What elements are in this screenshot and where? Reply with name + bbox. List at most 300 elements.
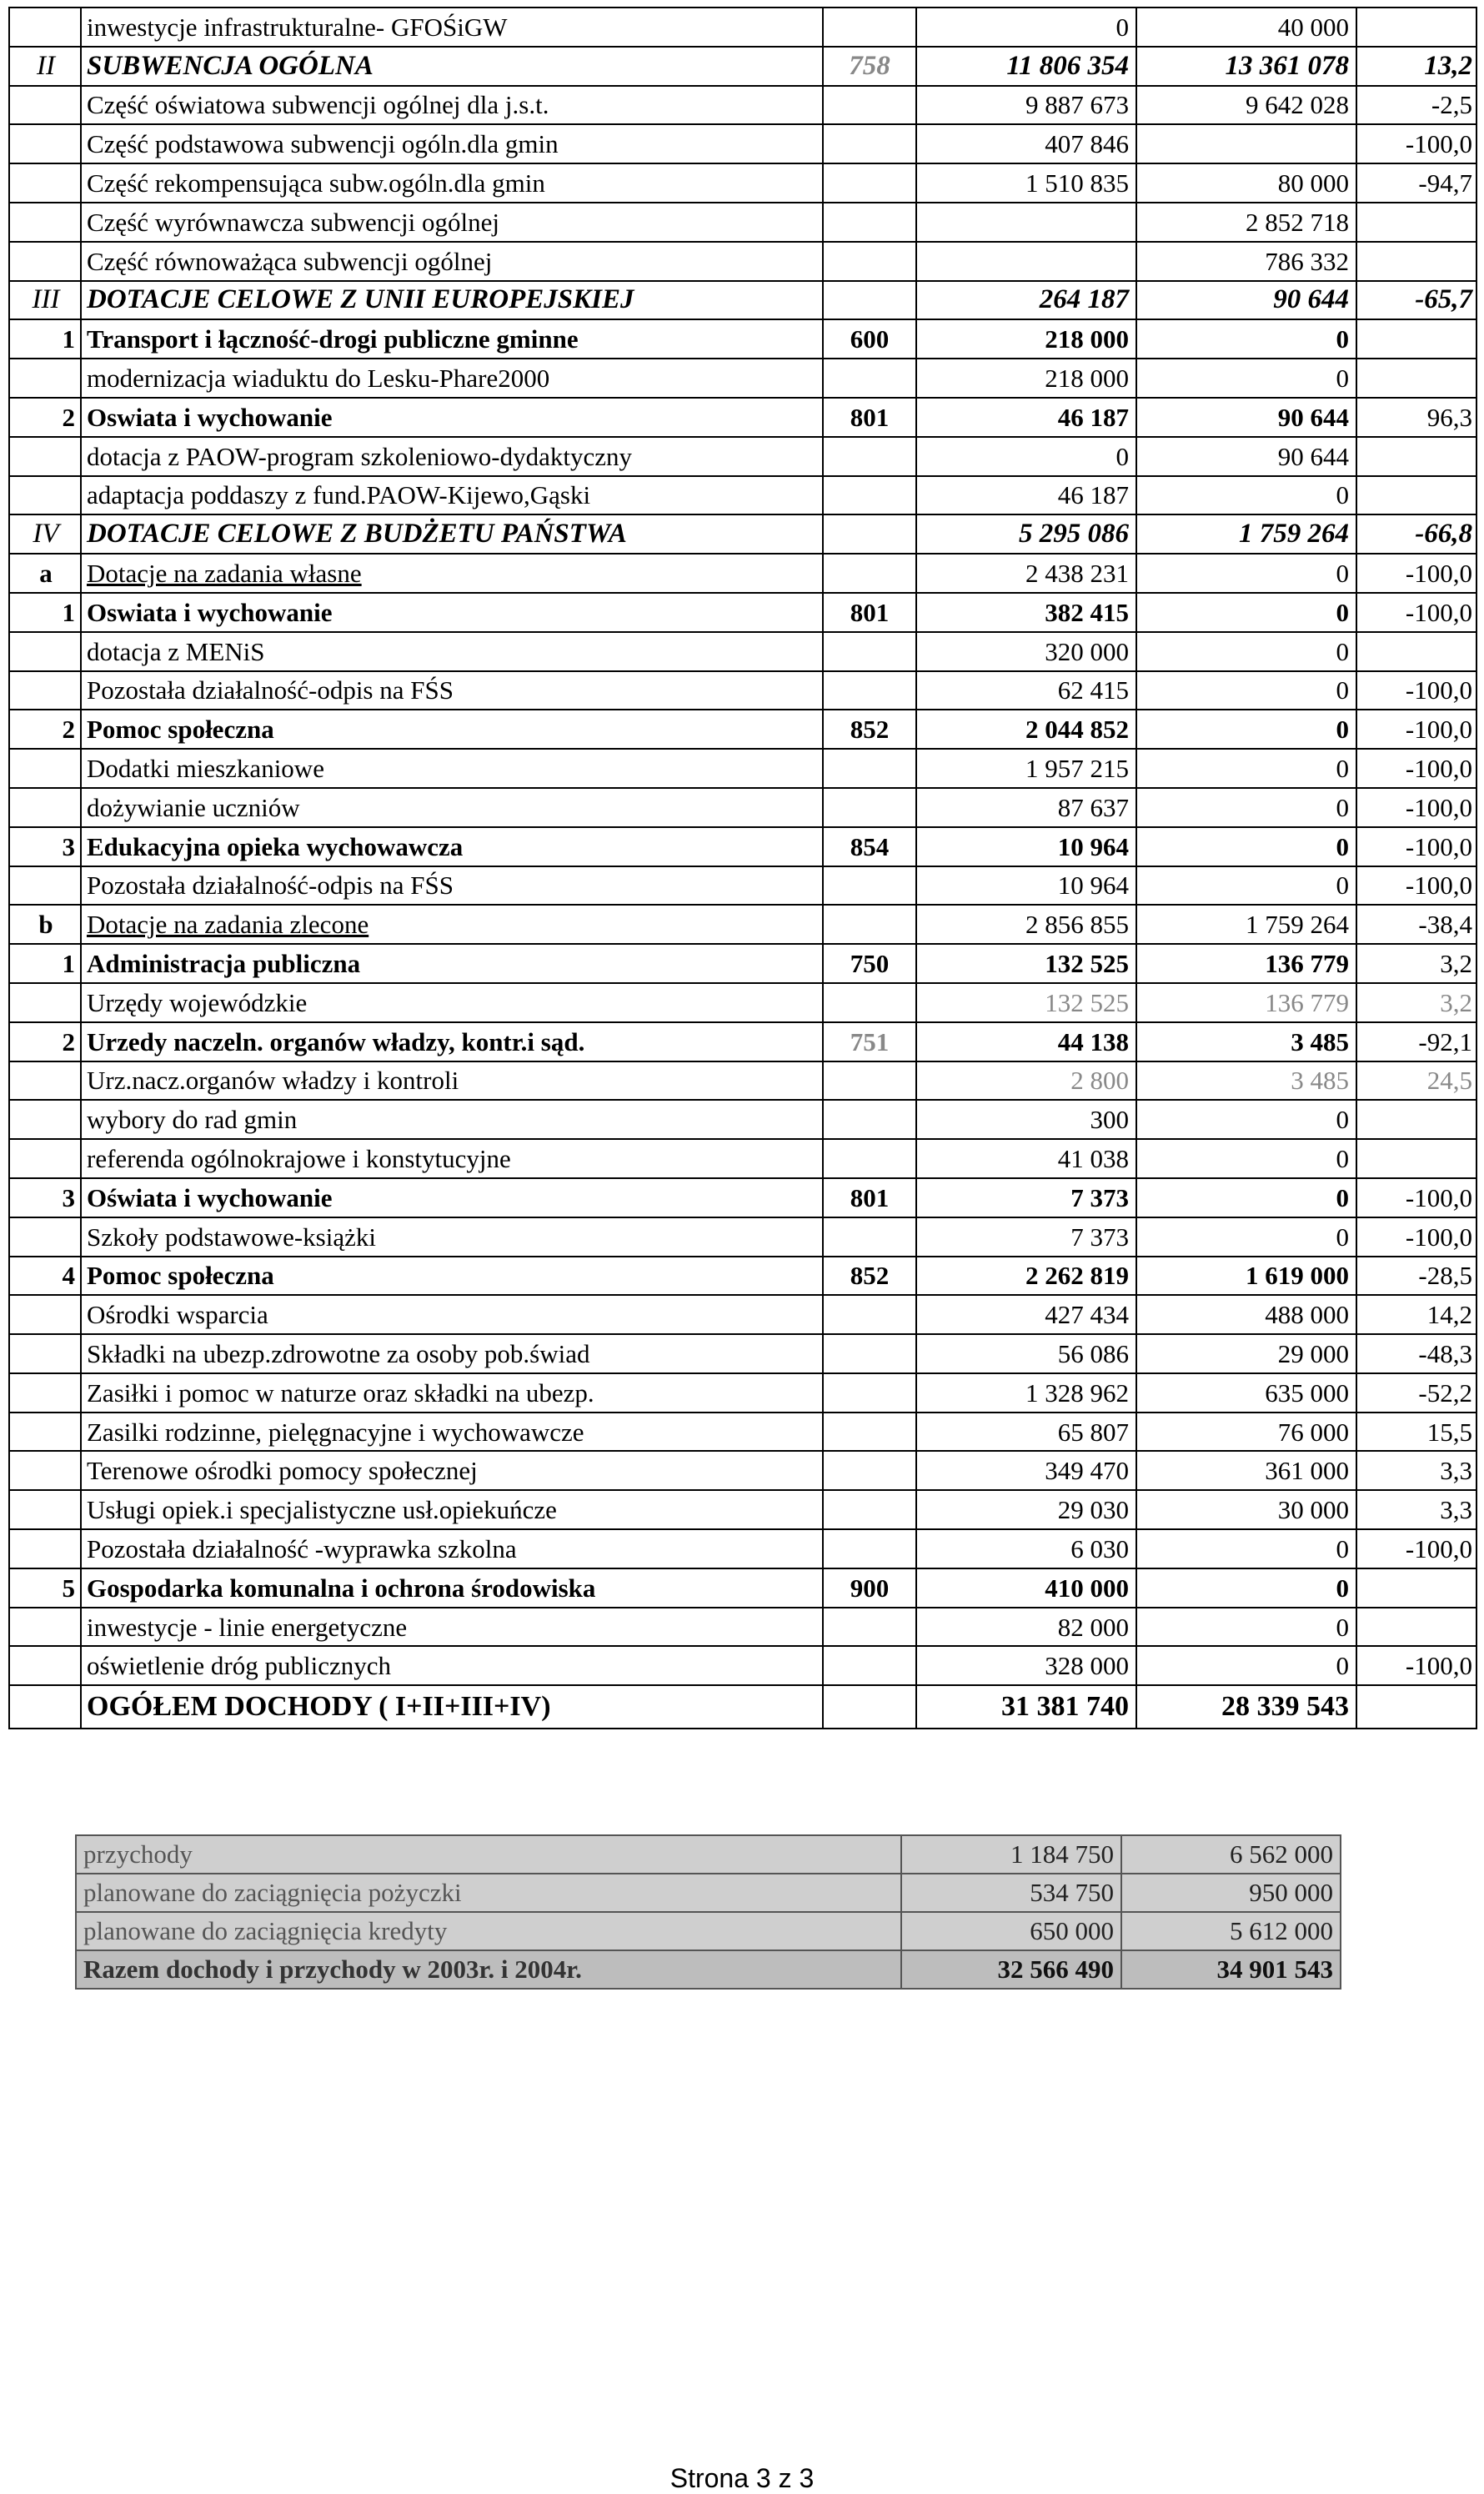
change-percent <box>1356 1100 1476 1139</box>
section-code <box>823 359 916 398</box>
change-percent: -38,4 <box>1356 905 1476 944</box>
section-code <box>823 749 916 788</box>
row-number: 5 <box>9 1568 81 1608</box>
value-2003: 87 637 <box>916 788 1136 827</box>
value-2004: 0 <box>1136 827 1356 866</box>
summary-total-row <box>76 1950 1341 1989</box>
table-row <box>9 1217 1476 1257</box>
row-number <box>9 1373 81 1413</box>
value-2003: 31 381 740 <box>916 1685 1136 1729</box>
revenue-summary-body <box>76 1835 1341 1989</box>
section-code <box>823 671 916 710</box>
summary-row <box>76 1835 1341 1874</box>
row-label: Pozostała działalność -wyprawka szkolna <box>81 1529 823 1568</box>
value-2003: 9 887 673 <box>916 86 1136 125</box>
value-2004: 1 619 000 <box>1136 1257 1356 1296</box>
value-2004: 90 644 <box>1136 398 1356 437</box>
value-2003: 5 295 086 <box>916 514 1136 554</box>
section-code: 600 <box>823 319 916 359</box>
value-2003: 349 470 <box>916 1451 1136 1490</box>
row-number <box>9 1646 81 1685</box>
row-label: Oświata i wychowanie <box>81 1178 823 1217</box>
row-number <box>9 242 81 281</box>
value-2003: 82 000 <box>916 1608 1136 1647</box>
change-percent <box>1356 476 1476 515</box>
value-2003: 1 957 215 <box>916 749 1136 788</box>
section-code: 900 <box>823 1568 916 1608</box>
value-2003: 11 806 354 <box>916 47 1136 86</box>
change-percent: 3,2 <box>1356 944 1476 983</box>
value-2003: 2 800 <box>916 1061 1136 1101</box>
row-label: Składki na ubezp.zdrowotne za osoby pob.świad <box>81 1334 823 1373</box>
table-row <box>9 1295 1476 1334</box>
section-code <box>823 1413 916 1452</box>
table-row <box>9 1490 1476 1529</box>
row-number <box>9 437 81 476</box>
row-label: referenda ogólnokrajowe i konstytucyjne <box>81 1139 823 1178</box>
value-2004: 0 <box>1136 359 1356 398</box>
value-2004: 0 <box>1136 1608 1356 1647</box>
value-2004: 950 000 <box>1121 1874 1341 1912</box>
table-row <box>9 788 1476 827</box>
table-row <box>9 1100 1476 1139</box>
table-row <box>9 1608 1476 1647</box>
row-label: Urzedy naczeln. organów władzy, kontr.i sąd. <box>81 1022 823 1061</box>
change-percent: 96,3 <box>1356 398 1476 437</box>
row-number <box>9 1490 81 1529</box>
value-2004: 0 <box>1136 1529 1356 1568</box>
table-row <box>9 1139 1476 1178</box>
row-number <box>9 359 81 398</box>
change-percent: -100,0 <box>1356 749 1476 788</box>
section-code: 801 <box>823 593 916 632</box>
row-number: a <box>9 554 81 593</box>
section-code: 801 <box>823 398 916 437</box>
section-code: 852 <box>823 1257 916 1296</box>
section-code <box>823 203 916 242</box>
value-2003: 0 <box>916 437 1136 476</box>
section-code: 852 <box>823 710 916 749</box>
value-2003: 46 187 <box>916 398 1136 437</box>
change-percent <box>1356 1139 1476 1178</box>
row-number <box>9 1413 81 1452</box>
section-code <box>823 476 916 515</box>
row-label: adaptacja poddaszy z fund.PAOW-Kijewo,Gąski <box>81 476 823 515</box>
change-percent: -100,0 <box>1356 554 1476 593</box>
change-percent <box>1356 359 1476 398</box>
table-row <box>9 593 1476 632</box>
value-2004: 0 <box>1136 554 1356 593</box>
row-number: 3 <box>9 827 81 866</box>
section-code <box>823 1373 916 1413</box>
value-2004: 635 000 <box>1136 1373 1356 1413</box>
table-row <box>9 242 1476 281</box>
change-percent: -100,0 <box>1356 1217 1476 1257</box>
change-percent <box>1356 8 1476 47</box>
revenue-summary-table <box>75 1834 1341 1990</box>
table-row <box>9 866 1476 906</box>
section-code <box>823 86 916 125</box>
table-row <box>9 86 1476 125</box>
table-row <box>9 476 1476 515</box>
value-2003: 32 566 490 <box>901 1950 1121 1989</box>
value-2003: 328 000 <box>916 1646 1136 1685</box>
row-label: Pomoc społeczna <box>81 1257 823 1296</box>
section-code <box>823 8 916 47</box>
row-label: Administracja publiczna <box>81 944 823 983</box>
section-code <box>823 1529 916 1568</box>
change-percent: -100,0 <box>1356 788 1476 827</box>
table-row <box>9 1529 1476 1568</box>
section-code <box>823 1061 916 1101</box>
row-number <box>9 1608 81 1647</box>
row-label: dożywianie uczniów <box>81 788 823 827</box>
section-code <box>823 1139 916 1178</box>
value-2003: 320 000 <box>916 632 1136 671</box>
change-percent <box>1356 1608 1476 1647</box>
value-2004: 1 759 264 <box>1136 905 1356 944</box>
value-2003: 650 000 <box>901 1912 1121 1950</box>
value-2004: 0 <box>1136 593 1356 632</box>
row-label: Część równoważąca subwencji ogólnej <box>81 242 823 281</box>
section-code <box>823 1295 916 1334</box>
change-percent: 3,3 <box>1356 1451 1476 1490</box>
row-label: przychody <box>76 1835 901 1874</box>
table-row <box>9 1061 1476 1101</box>
row-number <box>9 749 81 788</box>
row-number: 2 <box>9 710 81 749</box>
row-label: Gospodarka komunalna i ochrona środowiska <box>81 1568 823 1608</box>
change-percent: -48,3 <box>1356 1334 1476 1373</box>
change-percent: -28,5 <box>1356 1257 1476 1296</box>
value-2004: 90 644 <box>1136 437 1356 476</box>
value-2003: 1 510 835 <box>916 163 1136 203</box>
value-2004: 0 <box>1136 1568 1356 1608</box>
value-2004: 3 485 <box>1136 1061 1356 1101</box>
value-2003: 1 328 962 <box>916 1373 1136 1413</box>
value-2003: 427 434 <box>916 1295 1136 1334</box>
row-label: Pozostała działalność-odpis na FŚS <box>81 671 823 710</box>
value-2003: 56 086 <box>916 1334 1136 1373</box>
value-2003: 62 415 <box>916 671 1136 710</box>
summary-row <box>76 1912 1341 1950</box>
change-percent <box>1356 1568 1476 1608</box>
row-label: inwestycje infrastrukturalne- GFOŚiGW <box>81 8 823 47</box>
row-label: planowane do zaciągnięcia kredyty <box>76 1912 901 1950</box>
row-number <box>9 8 81 47</box>
row-label: Urz.nacz.organów władzy i kontroli <box>81 1061 823 1101</box>
value-2004: 0 <box>1136 319 1356 359</box>
row-label: SUBWENCJA OGÓLNA <box>81 47 823 86</box>
section-code <box>823 1451 916 1490</box>
section-code <box>823 1100 916 1139</box>
change-percent <box>1356 632 1476 671</box>
value-2004: 5 612 000 <box>1121 1912 1341 1950</box>
value-2004: 29 000 <box>1136 1334 1356 1373</box>
row-number <box>9 203 81 242</box>
row-label: Dotacje na zadania własne <box>81 554 823 593</box>
row-label: Część podstawowa subwencji ogóln.dla gmin <box>81 124 823 163</box>
table-row <box>9 710 1476 749</box>
value-2004: 2 852 718 <box>1136 203 1356 242</box>
value-2003: 407 846 <box>916 124 1136 163</box>
value-2003: 2 044 852 <box>916 710 1136 749</box>
value-2003: 218 000 <box>916 359 1136 398</box>
value-2003: 7 373 <box>916 1217 1136 1257</box>
section-row <box>9 514 1476 554</box>
table-row <box>9 319 1476 359</box>
section-code <box>823 1217 916 1257</box>
section-code <box>823 124 916 163</box>
value-2003: 1 184 750 <box>901 1835 1121 1874</box>
value-2003: 2 262 819 <box>916 1257 1136 1296</box>
row-label: Część wyrównawcza subwencji ogólnej <box>81 203 823 242</box>
change-percent: -100,0 <box>1356 827 1476 866</box>
value-2004: 0 <box>1136 476 1356 515</box>
value-2003 <box>916 242 1136 281</box>
row-label: Edukacyjna opieka wychowawcza <box>81 827 823 866</box>
table-row <box>9 671 1476 710</box>
row-number <box>9 1139 81 1178</box>
value-2004: 0 <box>1136 1100 1356 1139</box>
row-label: modernizacja wiaduktu do Lesku-Phare2000 <box>81 359 823 398</box>
summary-row <box>76 1874 1341 1912</box>
value-2003: 7 373 <box>916 1178 1136 1217</box>
value-2003: 41 038 <box>916 1139 1136 1178</box>
row-number <box>9 1217 81 1257</box>
value-2004: 9 642 028 <box>1136 86 1356 125</box>
change-percent: 15,5 <box>1356 1413 1476 1452</box>
value-2004: 0 <box>1136 632 1356 671</box>
section-code <box>823 632 916 671</box>
value-2003: 0 <box>916 8 1136 47</box>
value-2004: 0 <box>1136 671 1356 710</box>
table-row <box>9 1178 1476 1217</box>
row-number <box>9 1295 81 1334</box>
row-label: DOTACJE CELOWE Z UNII EUROPEJSKIEJ <box>81 281 823 320</box>
row-number <box>9 1100 81 1139</box>
row-number <box>9 788 81 827</box>
table-row <box>9 944 1476 983</box>
change-percent: -100,0 <box>1356 593 1476 632</box>
value-2004: 76 000 <box>1136 1413 1356 1452</box>
row-label: Oswiata i wychowanie <box>81 593 823 632</box>
table-row <box>9 1451 1476 1490</box>
value-2004: 0 <box>1136 749 1356 788</box>
change-percent: -100,0 <box>1356 1529 1476 1568</box>
section-code <box>823 554 916 593</box>
row-label: Oswiata i wychowanie <box>81 398 823 437</box>
row-label: Zasilki rodzinne, pielęgnacyjne i wychowawcze <box>81 1413 823 1452</box>
row-number: III <box>9 281 81 320</box>
value-2004: 28 339 543 <box>1136 1685 1356 1729</box>
value-2004: 13 361 078 <box>1136 47 1356 86</box>
table-row <box>9 749 1476 788</box>
section-code <box>823 905 916 944</box>
change-percent: 14,2 <box>1356 1295 1476 1334</box>
section-code: 751 <box>823 1022 916 1061</box>
value-2003: 65 807 <box>916 1413 1136 1452</box>
row-label: Razem dochody i przychody w 2003r. i 2004r. <box>76 1950 901 1989</box>
value-2003: 29 030 <box>916 1490 1136 1529</box>
value-2003: 132 525 <box>916 944 1136 983</box>
change-percent: 3,3 <box>1356 1490 1476 1529</box>
table-row <box>9 1022 1476 1061</box>
section-code: 854 <box>823 827 916 866</box>
value-2003: 410 000 <box>916 1568 1136 1608</box>
section-code <box>823 163 916 203</box>
change-percent: -100,0 <box>1356 124 1476 163</box>
row-number <box>9 1334 81 1373</box>
change-percent <box>1356 319 1476 359</box>
value-2004: 0 <box>1136 1178 1356 1217</box>
value-2004: 40 000 <box>1136 8 1356 47</box>
total-row <box>9 1685 1476 1729</box>
change-percent: -65,7 <box>1356 281 1476 320</box>
change-percent: -100,0 <box>1356 866 1476 906</box>
value-2003: 2 438 231 <box>916 554 1136 593</box>
value-2004 <box>1136 124 1356 163</box>
row-number <box>9 86 81 125</box>
row-number <box>9 1451 81 1490</box>
change-percent: -100,0 <box>1356 1178 1476 1217</box>
table-row <box>9 8 1476 47</box>
table-row <box>9 1373 1476 1413</box>
row-label: Zasiłki i pomoc w naturze oraz składki na ubezp. <box>81 1373 823 1413</box>
row-number: 2 <box>9 398 81 437</box>
row-label: dotacja z PAOW-program szkoleniowo-dydaktyczny <box>81 437 823 476</box>
table-row <box>9 632 1476 671</box>
row-number <box>9 163 81 203</box>
value-2003: 132 525 <box>916 983 1136 1022</box>
row-number: 1 <box>9 944 81 983</box>
value-2003: 264 187 <box>916 281 1136 320</box>
change-percent: 24,5 <box>1356 1061 1476 1101</box>
change-percent: -66,8 <box>1356 514 1476 554</box>
row-number <box>9 983 81 1022</box>
section-code <box>823 514 916 554</box>
row-number <box>9 1061 81 1101</box>
section-code: 750 <box>823 944 916 983</box>
value-2004: 90 644 <box>1136 281 1356 320</box>
value-2004: 136 779 <box>1136 944 1356 983</box>
row-number: 2 <box>9 1022 81 1061</box>
value-2004: 361 000 <box>1136 1451 1356 1490</box>
row-number <box>9 124 81 163</box>
row-label: Część rekompensująca subw.ogóln.dla gmin <box>81 163 823 203</box>
value-2003: 46 187 <box>916 476 1136 515</box>
section-code <box>823 281 916 320</box>
row-label: DOTACJE CELOWE Z BUDŻETU PAŃSTWA <box>81 514 823 554</box>
table-row <box>9 203 1476 242</box>
change-percent: -100,0 <box>1356 1646 1476 1685</box>
row-label: inwestycje - linie energetyczne <box>81 1608 823 1647</box>
table-row <box>9 1413 1476 1452</box>
section-row <box>9 47 1476 86</box>
row-number: 3 <box>9 1178 81 1217</box>
section-code <box>823 1685 916 1729</box>
table-row <box>9 359 1476 398</box>
change-percent: -52,2 <box>1356 1373 1476 1413</box>
change-percent <box>1356 437 1476 476</box>
change-percent <box>1356 203 1476 242</box>
section-code <box>823 983 916 1022</box>
table-row <box>9 163 1476 203</box>
row-label: Urzędy wojewódzkie <box>81 983 823 1022</box>
row-number: IV <box>9 514 81 554</box>
value-2003: 534 750 <box>901 1874 1121 1912</box>
value-2004: 30 000 <box>1136 1490 1356 1529</box>
value-2004: 6 562 000 <box>1121 1835 1341 1874</box>
value-2003: 6 030 <box>916 1529 1136 1568</box>
change-percent: -100,0 <box>1356 710 1476 749</box>
section-code <box>823 242 916 281</box>
value-2004: 0 <box>1136 1646 1356 1685</box>
row-number: II <box>9 47 81 86</box>
value-2004: 0 <box>1136 788 1356 827</box>
value-2003: 382 415 <box>916 593 1136 632</box>
section-code <box>823 1646 916 1685</box>
section-code <box>823 437 916 476</box>
value-2004: 34 901 543 <box>1121 1950 1341 1989</box>
change-percent <box>1356 1685 1476 1729</box>
value-2004: 0 <box>1136 1217 1356 1257</box>
value-2003: 10 964 <box>916 827 1136 866</box>
row-number <box>9 866 81 906</box>
table-row <box>9 1257 1476 1296</box>
table-row <box>9 1646 1476 1685</box>
row-number: 4 <box>9 1257 81 1296</box>
row-label: Transport i łączność-drogi publiczne gminne <box>81 319 823 359</box>
section-code: 758 <box>823 47 916 86</box>
value-2003: 44 138 <box>916 1022 1136 1061</box>
change-percent <box>1356 242 1476 281</box>
value-2003: 2 856 855 <box>916 905 1136 944</box>
table-row <box>9 1334 1476 1373</box>
value-2004: 136 779 <box>1136 983 1356 1022</box>
value-2004: 1 759 264 <box>1136 514 1356 554</box>
row-number <box>9 671 81 710</box>
row-label: Pozostała działalność-odpis na FŚS <box>81 866 823 906</box>
table-row <box>9 124 1476 163</box>
row-label: dotacja z MENiS <box>81 632 823 671</box>
value-2004: 786 332 <box>1136 242 1356 281</box>
table-row <box>9 1568 1476 1608</box>
value-2003 <box>916 203 1136 242</box>
row-number <box>9 1685 81 1729</box>
section-code <box>823 1608 916 1647</box>
value-2003: 10 964 <box>916 866 1136 906</box>
row-label: Dotacje na zadania zlecone <box>81 905 823 944</box>
change-percent: -100,0 <box>1356 671 1476 710</box>
row-label: Terenowe ośrodki pomocy społecznej <box>81 1451 823 1490</box>
row-number <box>9 1529 81 1568</box>
row-label: OGÓŁEM DOCHODY ( I+II+III+IV) <box>81 1685 823 1729</box>
section-code <box>823 866 916 906</box>
value-2004: 80 000 <box>1136 163 1356 203</box>
page-number: Strona 3 z 3 <box>669 2463 815 2493</box>
row-number <box>9 476 81 515</box>
table-row <box>9 437 1476 476</box>
value-2003: 218 000 <box>916 319 1136 359</box>
row-number: 1 <box>9 319 81 359</box>
section-code <box>823 1490 916 1529</box>
income-table-body <box>9 8 1476 1729</box>
row-label: Część oświatowa subwencji ogólnej dla j.s.t. <box>81 86 823 125</box>
value-2004: 488 000 <box>1136 1295 1356 1334</box>
change-percent: 13,2 <box>1356 47 1476 86</box>
change-percent: -94,7 <box>1356 163 1476 203</box>
